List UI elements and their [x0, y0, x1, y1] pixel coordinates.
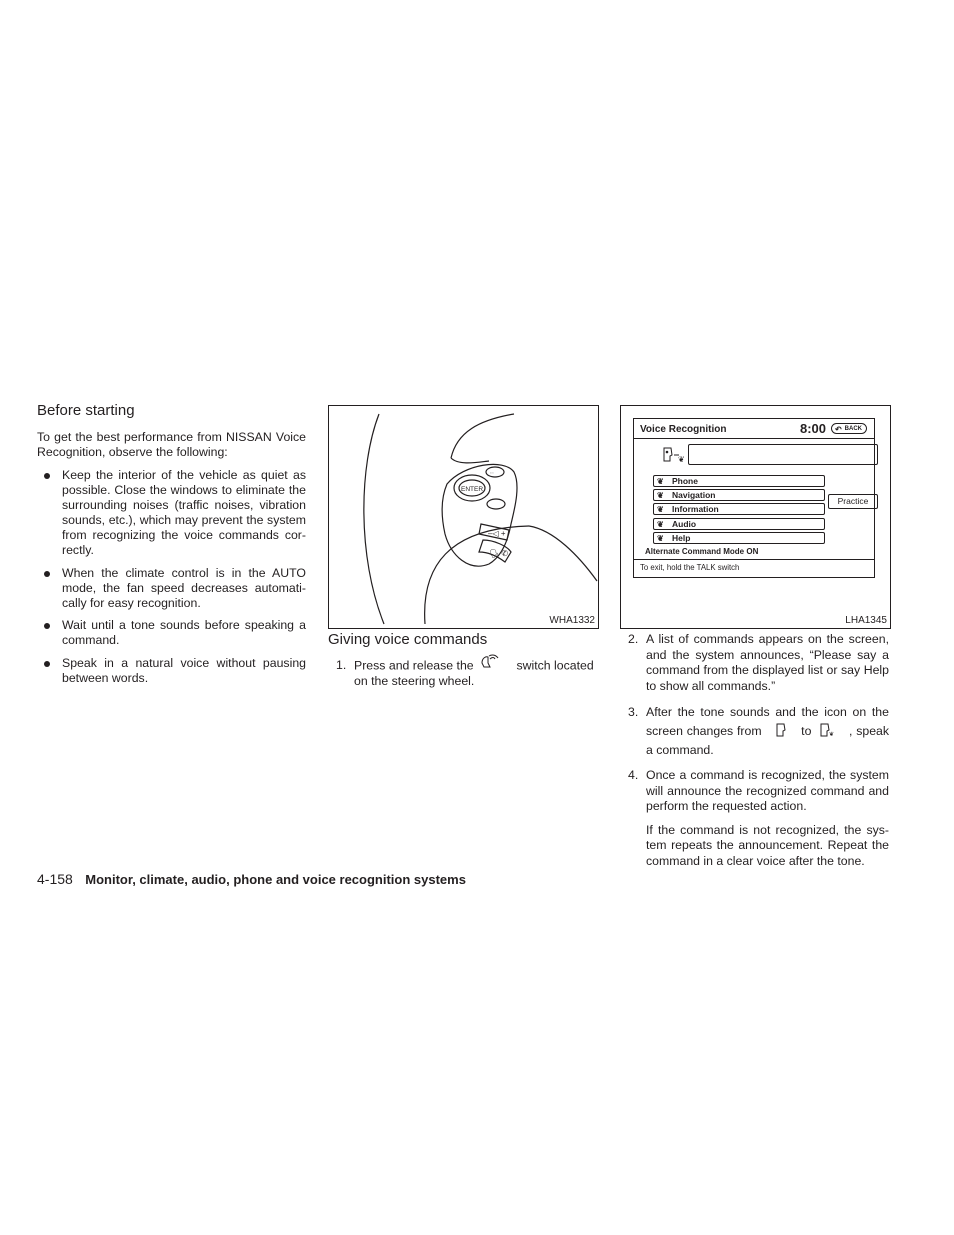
- svg-text:❦: ❦: [678, 455, 685, 464]
- list-item: Keep the interior of the vehicle as quiet as possible. Close the windows to eliminate the surrounding noises (traffic noises, vibration sounds, etc.), which may prevent the system from recognizing the voice commands cor-rectly.: [37, 468, 306, 558]
- command-phone[interactable]: ❦ Phone: [653, 475, 825, 487]
- step-number: 2.: [628, 632, 639, 646]
- heading-giving-voice-commands: Giving voice commands: [328, 631, 488, 648]
- back-arrow-icon: ↶: [835, 425, 842, 434]
- talk-listening-icon: [815, 723, 845, 739]
- enter-button-label: ENTER: [461, 486, 484, 493]
- steering-wheel-illustration: [329, 406, 598, 628]
- list-item: 1. Press and release the switch located on the steering wheel.: [328, 658, 598, 690]
- svg-text:🗣 ✆: 🗣 ✆: [489, 549, 509, 558]
- page-number: 4-158: [37, 871, 73, 887]
- svg-text:❦: ❦: [829, 732, 835, 739]
- list-item: 3. After the tone sounds and the icon on the screen changes from to ❦ , speak a command.: [628, 704, 890, 757]
- bullet-icon: [44, 661, 50, 667]
- left-column: [37, 402, 306, 693]
- section-title: Monitor, climate, audio, phone and voice recognition systems: [85, 872, 466, 887]
- step-4-note: If the command is not recognized, the sys-tem repeats the announcement. Repeat the command in a clear voice after the tone.: [646, 822, 889, 868]
- list-item: Speak in a natural voice without pausing between words.: [37, 656, 306, 686]
- step-number: 4.: [628, 768, 639, 782]
- right-column: [620, 632, 889, 878]
- command-audio[interactable]: ❦ Audio: [653, 518, 825, 530]
- bullet-icon: [44, 473, 50, 479]
- tips-list: [37, 468, 306, 686]
- voice-icon: ❦: [657, 491, 664, 500]
- svg-text:◦◦◦: ◦◦◦: [490, 471, 494, 475]
- talk-switch-icon: [477, 654, 513, 670]
- vr-clock: 8:00: [800, 421, 827, 436]
- figure-code: WHA1332: [549, 615, 595, 626]
- bullet-icon: [44, 571, 50, 577]
- command-navigation[interactable]: ❦ Navigation: [653, 489, 825, 501]
- voice-icon: ❦: [657, 520, 664, 529]
- svg-text:–◁ +: –◁ +: [488, 529, 506, 538]
- exit-hint: To exit, hold the TALK switch: [640, 563, 740, 572]
- bullet-icon: [44, 623, 50, 629]
- step-number: 3.: [628, 704, 639, 719]
- intro-paragraph: To get the best performance from NISSAN Voice Recognition, observe the following:: [37, 430, 306, 459]
- practice-button[interactable]: Practice: [828, 494, 878, 509]
- back-button[interactable]: ↶ BACK: [831, 423, 867, 434]
- talk-icon: [660, 446, 690, 471]
- page-footer: [37, 871, 637, 889]
- figure-code: LHA1345: [845, 615, 887, 626]
- steps-list: [328, 658, 598, 690]
- middle-column: [328, 631, 598, 698]
- divider: [634, 438, 874, 439]
- vr-display: [633, 418, 875, 578]
- step-number: 1.: [336, 658, 347, 672]
- list-item: Wait until a tone sounds before speaking a command.: [37, 618, 306, 648]
- list-item: 4. Once a command is recognized, the system will announce the recognized command and perform the requested action. If the command is not recognized, the sys-tem repeats the announcement. Repeat the command in a clear voice after the tone.: [628, 768, 889, 868]
- alternate-mode-status: Alternate Command Mode ON: [645, 547, 759, 556]
- voice-icon: ❦: [657, 505, 664, 514]
- list-item: 2. A list of commands appears on the screen, and the system announces, “Please say a command from the displayed list or say Help to show all commands.”: [628, 632, 889, 693]
- recognition-input-field: [688, 444, 878, 465]
- steps-list: [620, 632, 889, 869]
- command-information[interactable]: ❦ Information: [653, 503, 825, 515]
- list-item: When the climate control is in the AUTO mode, the fan speed decreases automati-cally for easy recognition.: [37, 566, 306, 611]
- figure-steering-wheel: [328, 405, 599, 629]
- talk-idle-icon: [765, 723, 797, 739]
- figure-voice-recognition-screen: [620, 405, 891, 629]
- voice-icon: ❦: [657, 534, 664, 543]
- voice-icon: ❦: [657, 477, 664, 486]
- divider: [634, 559, 874, 560]
- command-help[interactable]: ❦ Help: [653, 532, 825, 544]
- heading-before-starting: Before starting: [37, 402, 135, 419]
- vr-title: Voice Recognition: [640, 424, 727, 435]
